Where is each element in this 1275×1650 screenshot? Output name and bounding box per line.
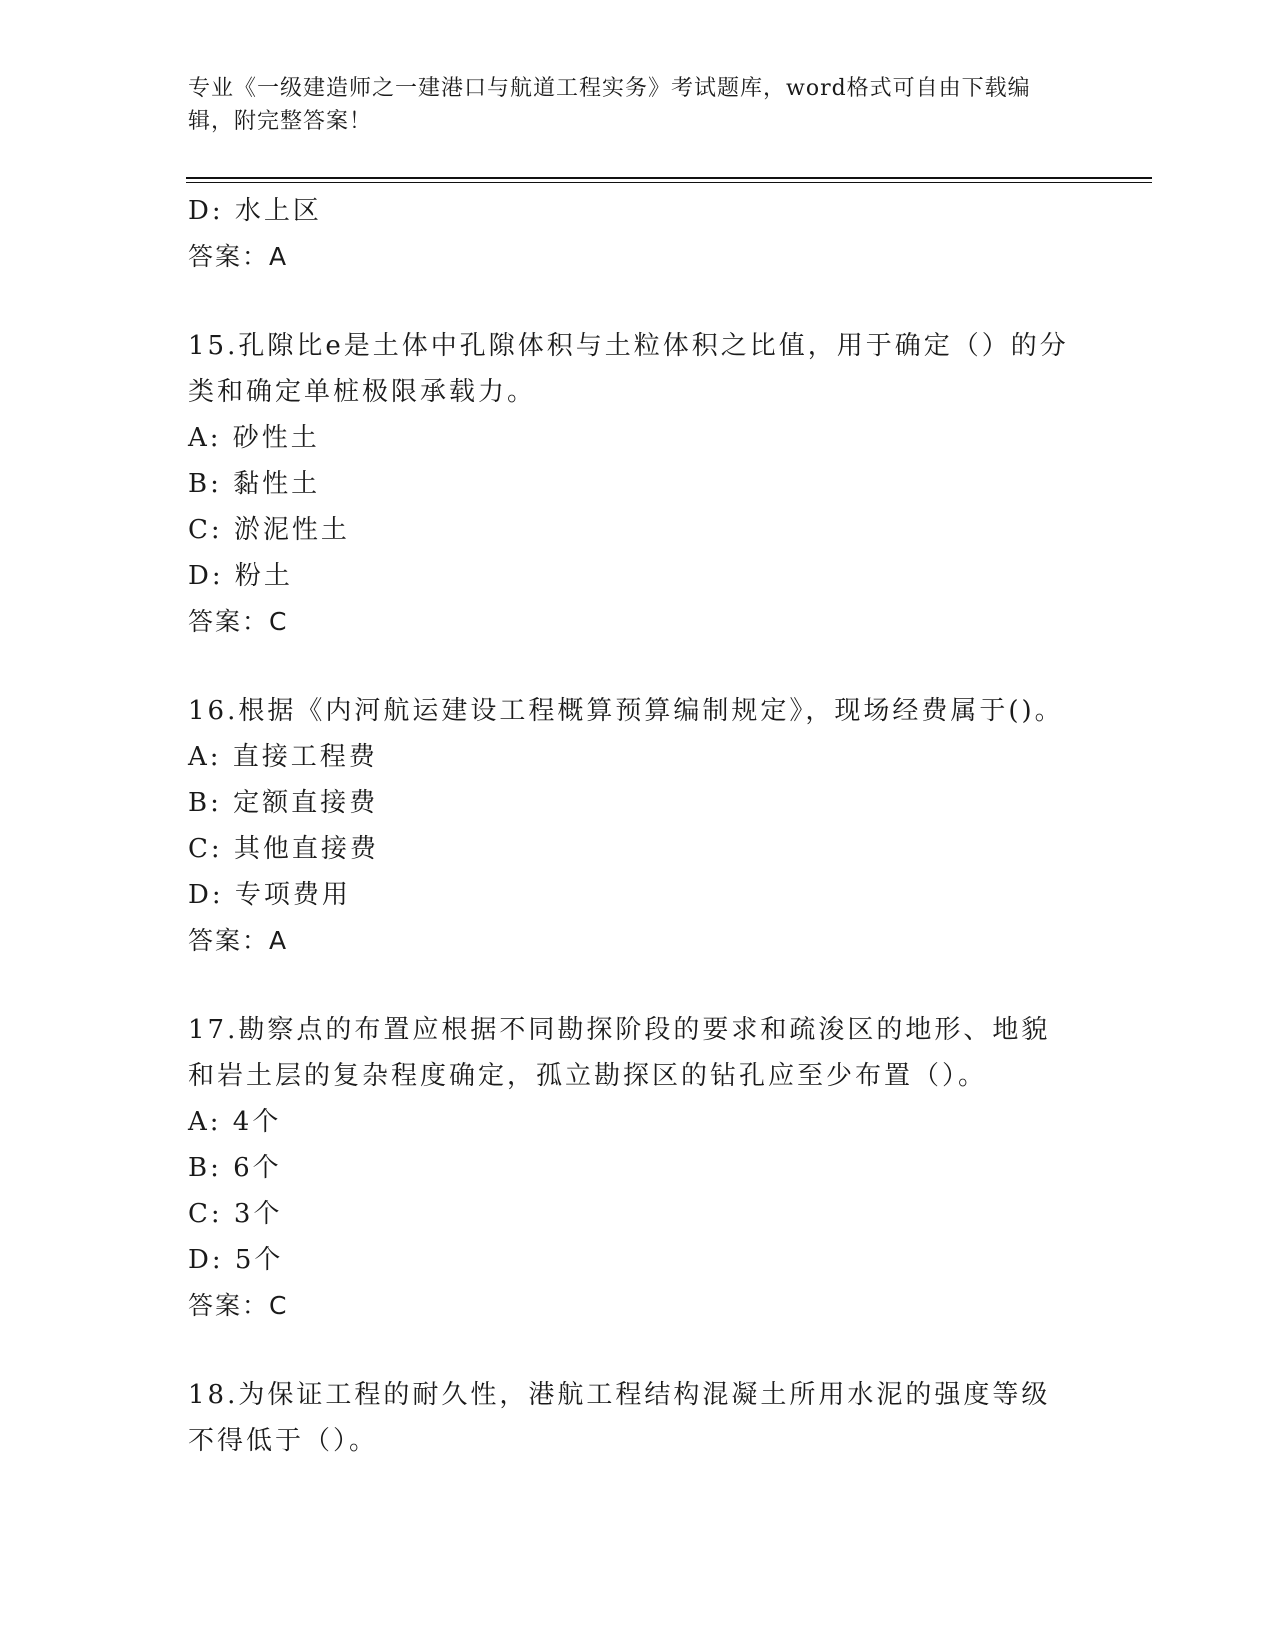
option-a: A: 砂性土 xyxy=(188,423,320,453)
spacer xyxy=(188,1329,1088,1372)
question-content xyxy=(188,188,1088,1464)
document-header: 专业《一级建造师之一建港口与航道工程实务》考试题库，word格式可自由下载编辑，附完整答案！ xyxy=(188,76,1031,134)
option-c: C: 3个 xyxy=(188,1199,283,1229)
option-d: D: 粉土 xyxy=(188,561,293,591)
question-15 xyxy=(188,323,1088,645)
option-c: C: 淤泥性土 xyxy=(188,515,350,545)
option-d: D: 专项费用 xyxy=(188,880,351,910)
answer: 答案：C xyxy=(188,607,289,636)
prev-answer: 答案：A xyxy=(188,242,289,271)
question-stem: 17.勘察点的布置应根据不同勘探阶段的要求和疏浚区的地形、地貌和岩土层的复杂程度确定，孤立勘探区的钻孔应至少布置（）。 xyxy=(188,1015,1051,1091)
option-b: B: 黏性土 xyxy=(188,469,321,499)
spacer xyxy=(188,964,1088,1007)
answer: 答案：A xyxy=(188,926,289,955)
option-b: B: 6个 xyxy=(188,1153,282,1183)
question-stem: 15.孔隙比e是土体中孔隙体积与土粒体积之比值，用于确定（）的分类和确定单桩极限承载力。 xyxy=(188,331,1069,407)
question-18 xyxy=(188,1372,1088,1464)
option-c: C: 其他直接费 xyxy=(188,834,379,864)
question-stem: 16.根据《内河航运建设工程概算预算编制规定》，现场经费属于()。 xyxy=(188,696,1064,726)
spacer xyxy=(188,280,1088,323)
option-d: D: 5个 xyxy=(188,1245,284,1275)
question-stem: 18.为保证工程的耐久性，港航工程结构混凝土所用水泥的强度等级不得低于（）。 xyxy=(188,1380,1051,1456)
option-a: A: 4个 xyxy=(188,1107,282,1137)
header-rule-thin xyxy=(186,182,1152,183)
answer: 答案：C xyxy=(188,1291,289,1320)
option-b: B: 定额直接费 xyxy=(188,788,379,818)
prev-option-d: D: 水上区 xyxy=(188,196,322,226)
option-a: A: 直接工程费 xyxy=(188,742,378,772)
question-17 xyxy=(188,1007,1088,1329)
header-rule-thick xyxy=(186,177,1152,179)
question-16 xyxy=(188,688,1088,964)
spacer xyxy=(188,645,1088,688)
